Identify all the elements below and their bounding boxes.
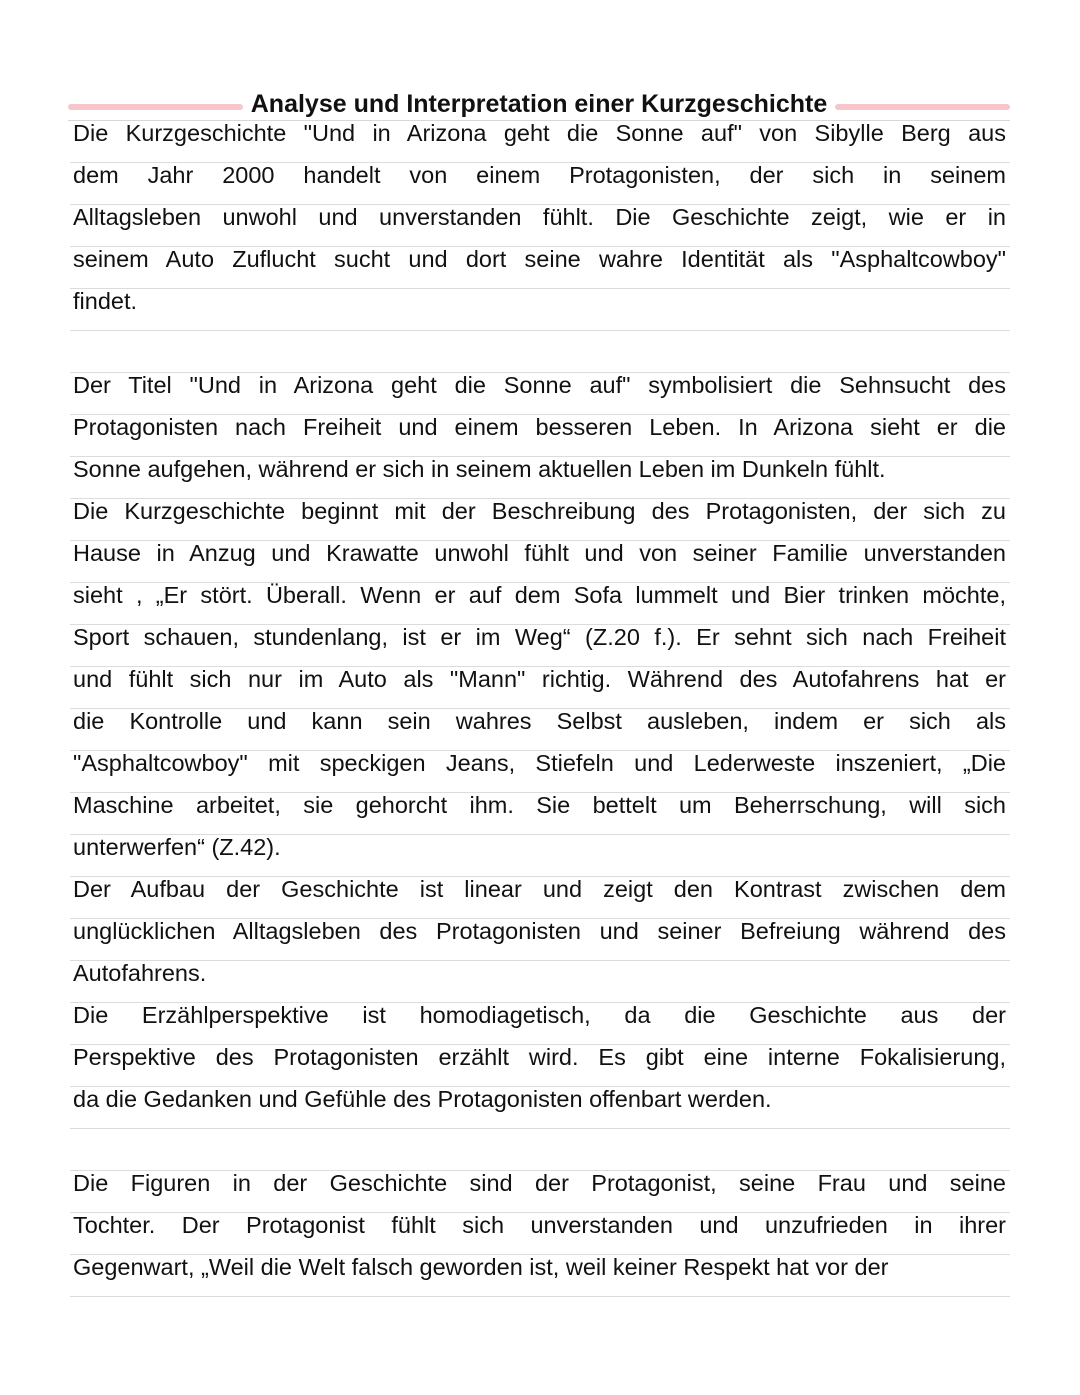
text-line-content: Der Aufbau der Geschichte ist linear und zeigt den Kontrast zwischen dem bbox=[73, 877, 1006, 902]
text-line bbox=[70, 415, 1010, 457]
text-line-content: Die Erzählperspektive ist homodiagetisch, da die Geschichte aus der bbox=[73, 1003, 1006, 1028]
text-line bbox=[70, 877, 1010, 919]
document-title: Analyse und Interpretation einer Kurzgeschichte bbox=[250, 89, 828, 118]
text-line-content: findet. bbox=[73, 289, 138, 314]
text-line-content: unglücklichen Alltagsleben des Protagonisten und seiner Befreiung während des bbox=[73, 919, 1006, 944]
text-line-content: Die Kurzgeschichte beginnt mit der Beschreibung des Protagonisten, der sich zu bbox=[73, 499, 1006, 524]
text-line bbox=[70, 205, 1010, 247]
text-line bbox=[70, 709, 1010, 751]
text-line-content: da die Gedanken und Gefühle des Protagonisten offenbart werden. bbox=[73, 1087, 772, 1112]
text-line-content: Der Titel "Und in Arizona geht die Sonne auf" symbolisiert die Sehnsucht des bbox=[73, 373, 1006, 398]
text-line bbox=[70, 835, 1010, 877]
text-line bbox=[70, 499, 1010, 541]
text-line bbox=[70, 583, 1010, 625]
text-line-content: "Asphaltcowboy" mit speckigen Jeans, Stiefeln und Lederweste inszeniert, „Die bbox=[73, 751, 1006, 776]
text-line-content: die Kontrolle und kann sein wahres Selbst ausleben, indem er sich als bbox=[73, 709, 1006, 734]
text-line bbox=[70, 625, 1010, 667]
text-line-content: Alltagsleben unwohl und unverstanden fühlt. Die Geschichte zeigt, wie er in bbox=[73, 205, 1006, 230]
text-line bbox=[70, 1003, 1010, 1045]
title-decoration-right bbox=[835, 104, 1010, 110]
text-line-content: dem Jahr 2000 handelt von einem Protagonisten, der sich in seinem bbox=[73, 163, 1006, 188]
title-decoration-left bbox=[68, 104, 243, 110]
text-line-content bbox=[73, 1129, 1006, 1154]
text-line bbox=[70, 541, 1010, 583]
ruled-text-body bbox=[70, 121, 1010, 1297]
text-line bbox=[70, 1171, 1010, 1213]
title-row bbox=[68, 88, 1010, 121]
text-line bbox=[70, 751, 1010, 793]
text-line bbox=[70, 457, 1010, 499]
text-line bbox=[70, 163, 1010, 205]
text-line-content: seinem Auto Zuflucht sucht und dort seine wahre Identität als "Asphaltcowboy" bbox=[73, 247, 1006, 272]
text-line-content: Tochter. Der Protagonist fühlt sich unverstanden und unzufrieden in ihrer bbox=[73, 1213, 1006, 1238]
text-line bbox=[70, 919, 1010, 961]
text-line bbox=[70, 121, 1010, 163]
text-line-content: Perspektive des Protagonisten erzählt wird. Es gibt eine interne Fokalisierung, bbox=[73, 1045, 1006, 1070]
text-line-content: Gegenwart, „Weil die Welt falsch geworden ist, weil keiner Respekt hat vor der bbox=[73, 1255, 889, 1280]
text-line-content: Autofahrens. bbox=[73, 961, 207, 986]
text-line-content: unterwerfen“ (Z.42). bbox=[73, 835, 281, 860]
text-line bbox=[70, 961, 1010, 1003]
text-line-content: Protagonisten nach Freiheit und einem besseren Leben. In Arizona sieht er die bbox=[73, 415, 1006, 440]
text-line bbox=[70, 1255, 1010, 1297]
text-line bbox=[70, 289, 1010, 331]
text-line bbox=[70, 1213, 1010, 1255]
text-line-content: Sonne aufgehen, während er sich in seinem aktuellen Leben im Dunkeln fühlt. bbox=[73, 457, 886, 482]
text-line-content: Hause in Anzug und Krawatte unwohl fühlt und von seiner Familie unverstanden bbox=[73, 541, 1006, 566]
text-line bbox=[70, 247, 1010, 289]
text-line-content: sieht , „Er stört. Überall. Wenn er auf dem Sofa lummelt und Bier trinken möchte, bbox=[73, 583, 1006, 608]
empty-line bbox=[70, 331, 1010, 373]
text-line bbox=[70, 1045, 1010, 1087]
text-line-content: Die Kurzgeschichte "Und in Arizona geht die Sonne auf" von Sibylle Berg aus bbox=[73, 121, 1006, 146]
text-line-content: Maschine arbeitet, sie gehorcht ihm. Sie bettelt um Beherrschung, will sich bbox=[73, 793, 1006, 818]
text-line bbox=[70, 373, 1010, 415]
text-line-content: Die Figuren in der Geschichte sind der Protagonist, seine Frau und seine bbox=[73, 1171, 1006, 1196]
text-line bbox=[70, 1087, 1010, 1129]
text-line bbox=[70, 667, 1010, 709]
text-line-content bbox=[73, 331, 1006, 356]
text-line-content: und fühlt sich nur im Auto als "Mann" richtig. Während des Autofahrens hat er bbox=[73, 667, 1006, 692]
empty-line bbox=[70, 1129, 1010, 1171]
text-line bbox=[70, 793, 1010, 835]
text-line-content: Sport schauen, stundenlang, ist er im Weg“ (Z.20 f.). Er sehnt sich nach Freiheit bbox=[73, 625, 1006, 650]
